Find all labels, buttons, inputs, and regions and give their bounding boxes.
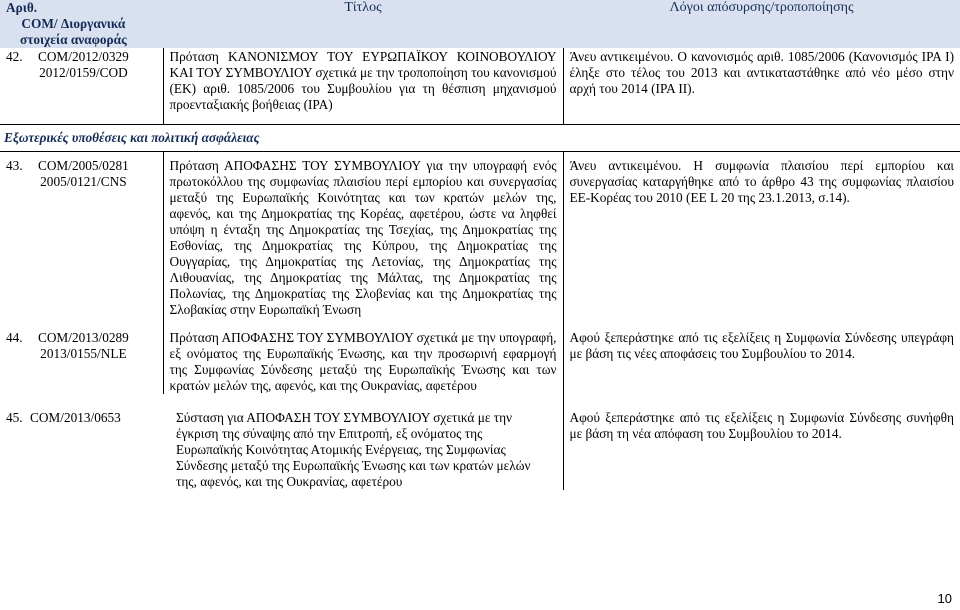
row-title: Πρόταση ΑΠΟΦΑΣΗΣ ΤΟΥ ΣΥΜΒΟΥΛΙΟΥ σχετικά με την υπογραφή, εξ ονόματος της Ευρωπαϊκής Ένωσης, και την προσωρινή εφαρμογή της Συμφωνίας Σύνδεσης μεταξύ της Ευρωπαϊκής Ένωσης και των κρατών μελών της, αφενός, και της Ουκρανίας, αφετέρου	[163, 318, 563, 394]
row-procedure-ref: 2012/0159/COD	[39, 65, 128, 80]
row-ref-title-cell	[0, 394, 563, 490]
row-reason: Άνευ αντικειμένου. Ο κανονισμός αριθ. 1085/2006 (Κανονισμός IPA I) έληξε στο τέλος του 2013 και αντικαταστάθηκε από νέο μέσο στην αρχή του 2014 (IPA II).	[569, 49, 954, 96]
row-procedure-ref: 2005/0121/CNS	[40, 174, 127, 189]
row-number: 45.	[6, 410, 23, 425]
row-ref-cell	[0, 318, 163, 394]
header-ref-label: COM/ Διοργανικά στοιχεία αναφοράς	[20, 16, 127, 47]
row-ref-cell	[0, 152, 163, 319]
row-com-ref: COM/2013/0289	[37, 330, 129, 345]
table-row-44	[0, 318, 960, 394]
table-row-43	[0, 152, 960, 319]
row-procedure-ref: 2013/0155/NLE	[40, 346, 127, 361]
row-number: 42.	[6, 49, 23, 64]
header-reasons-label: Λόγοι απόσυρσης/τροποποίησης	[563, 0, 960, 48]
header-number-label: Αριθ.	[6, 0, 38, 15]
section-heading-row	[0, 125, 960, 152]
row-title: Πρόταση ΑΠΟΦΑΣΗΣ ΤΟΥ ΣΥΜΒΟΥΛΙΟΥ για την υπογραφή ενός πρωτοκόλλου της συμφωνίας πλαισίου περί εμπορίου και συνεργασίας μεταξύ της Ευρωπαϊκής Κοινότητας και των κρατών μελών της, αφενός, και της Δημοκρατίας της Κορέας, αφετέρου, ώστε να ληφθεί υπόψη η ένταξη της Δημοκρατίας της Τσεχίας, της Δημοκρατίας της Εσθονίας, της Δημοκρατίας της Κύπρου, της Δημοκρατίας της Ουγγαρίας, της Δημοκρατίας της Λετονίας, της Δημοκρατίας της Λιθουανίας, της Δημοκρατίας της Μάλτας, της Δημοκρατίας της Πολωνίας, της Δημοκρατίας της Σλοβενίας και της Δημοκρατίας της Σλοβακίας στην Ευρωπαϊκή Ένωση	[163, 152, 563, 319]
table-row-45	[0, 394, 960, 490]
row-reason: Άνευ αντικειμένου. Η συμφωνία πλαισίου περί εμπορίου και συνεργασίας καταργήθηκε από το άρθρο 43 της συμφωνίας πλαισίου ΕΕ-Κορέας του 2010 (ΕΕ L 20 της 23.1.2013, σ.14).	[563, 152, 960, 319]
page-number: 10	[937, 591, 952, 606]
row-com-ref: COM/2013/0653	[29, 410, 121, 425]
row-reason: Αφού ξεπεράστηκε από τις εξελίξεις η Συμφωνία Σύνδεσης συνήφθη με βάση τη νέα απόφαση του Συμβουλίου το 2014.	[569, 410, 954, 441]
row-reason: Αφού ξεπεράστηκε από τις εξελίξεις η Συμφωνία Σύνδεσης υπεγράφη με βάση τις νέες αποφάσεις του Συμβουλίου το 2014.	[569, 330, 954, 361]
row-ref-cell	[0, 48, 163, 113]
section-heading: Εξωτερικές υποθέσεις και πολιτική ασφάλειας	[0, 125, 960, 152]
row-com-ref: COM/2005/0281	[37, 158, 129, 173]
row-title: Σύσταση για ΑΠΟΦΑΣΗ ΤΟΥ ΣΥΜΒΟΥΛΙΟΥ σχετικά με την έγκριση της σύναψης από την Επιτροπή, εξ ονόματος της Ευρωπαϊκής Κοινότητας Ατομικής Ενέργειας, της Συμφωνίας Σύνδεσης μεταξύ της Ευρωπαϊκής Ένωσης και των κρατών μελών της, αφενός, και της Ουκρανίας, αφετέρου	[176, 410, 531, 489]
table-row-42	[0, 48, 960, 113]
row-number: 44.	[6, 330, 23, 345]
row-number: 43.	[6, 158, 23, 173]
header-title-label: Τίτλος	[163, 0, 563, 48]
table-header-row	[0, 0, 960, 48]
row-title: Πρόταση ΚΑΝΟΝΙΣΜΟΥ ΤΟΥ ΕΥΡΩΠΑΪΚΟΥ ΚΟΙΝΟΒΟΥΛΙΟΥ ΚΑΙ ΤΟΥ ΣΥΜΒΟΥΛΙΟΥ σχετικά με την τροποποίηση του κανονισμού (ΕΚ) αριθ. 1085/2006 του Συμβουλίου για τη θέσπιση μηχανισμού προενταξιακής βοήθειας (IPA)	[163, 48, 563, 113]
header-number-ref-cell	[0, 0, 163, 48]
row-com-ref: COM/2012/0329	[37, 49, 129, 64]
